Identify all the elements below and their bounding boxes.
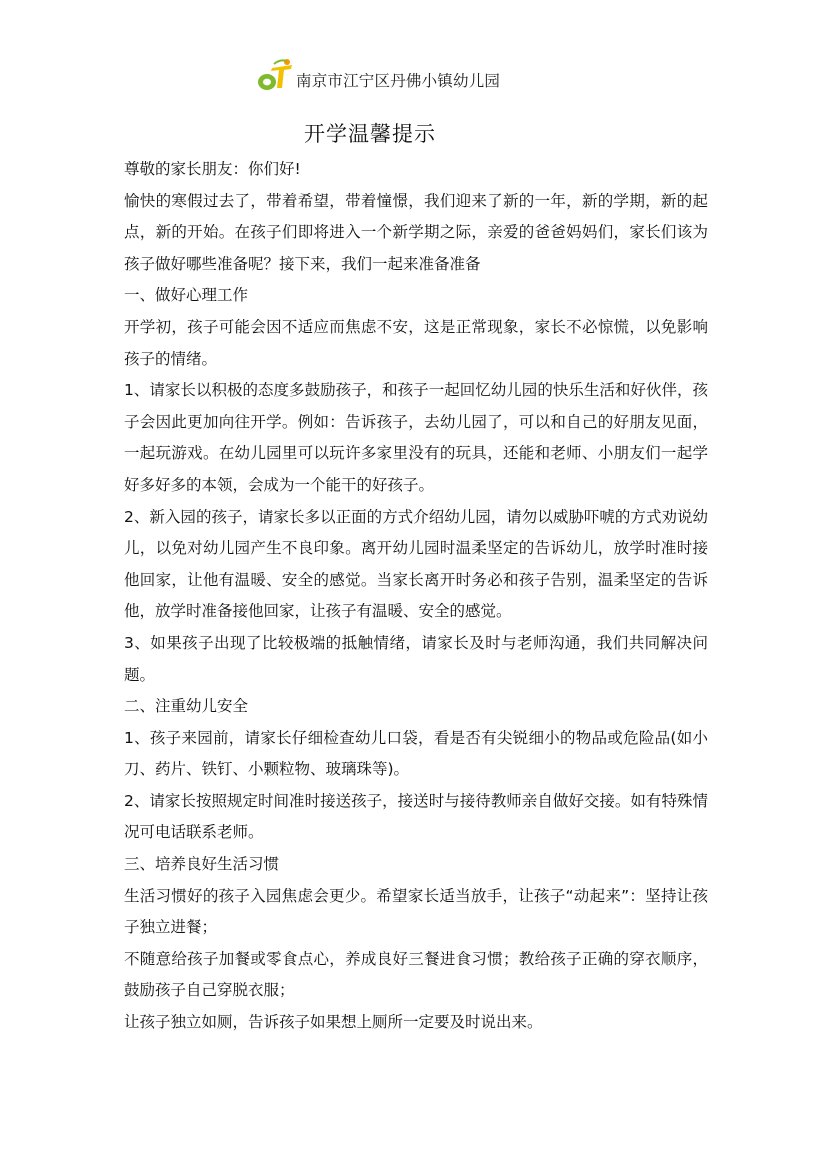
notice-body (124, 154, 708, 1039)
paragraph: 2、请家长按照规定时间准时接送孩子，接送时与接待教师亲自做好交接。如有特殊情况可电话联系老师。 (124, 791, 708, 842)
section-heading-habits: 三、培养良好生活习惯 (124, 855, 280, 874)
paragraph: 1、请家长以积极的态度多鼓励孩子，和孩子一起回忆幼儿园的快乐生活和好伙伴，孩子会因此更加向往开学。例如：告诉孩子，去幼儿园了，可以和自己的好朋友见面，一起玩游戏。在幼儿园里可以玩许多家里没有的玩具，还能和老师、小朋友们一起学好多好多的本领，会成为一个能干的好孩子。 (124, 381, 708, 494)
section-heading-safety: 二、注重幼儿安全 (124, 697, 249, 716)
paragraph: 不随意给孩子加餐或零食点心，养成良好三餐进食习惯；教给孩子正确的穿衣顺序，鼓励孩子自己穿脱衣服； (124, 949, 708, 1000)
paragraph: 让孩子独立如厕，告诉孩子如果想上厕所一定要及时说出来。 (124, 1013, 543, 1032)
letterhead (256, 56, 500, 96)
page-title: 开学温馨提示 (304, 122, 436, 146)
intro-paragraph: 愉快的寒假过去了，带着希望，带着憧憬，我们迎来了新的一年，新的学期，新的起点，新的开始。在孩子们即将进入一个新学期之际，亲爱的爸爸妈妈们，家长们该为孩子做好哪些准备呢？接下来，我们一起来准备准备 (124, 191, 708, 273)
paragraph: 3、如果孩子出现了比较极端的抵触情绪，请家长及时与老师沟通，我们共同解决问题。 (124, 633, 708, 684)
school-logo-icon (256, 58, 294, 94)
school-name: 南京市江宁区丹佛小镇幼儿园 (296, 72, 501, 90)
greeting: 尊敬的家长朋友：你们好! (124, 160, 301, 178)
paragraph: 1、孩子来园前，请家长仔细检查幼儿口袋，看是否有尖锐细小的物品或危险品(如小刀、药片、铁钉、小颗粒物、玻璃珠等)。 (124, 728, 708, 779)
paragraph: 生活习惯好的孩子入园焦虑会更少。希望家长适当放手，让孩子“动起来”：坚持让孩子独立进餐； (124, 886, 708, 937)
section-heading-psychology: 一、做好心理工作 (124, 286, 249, 305)
paragraph: 开学初，孩子可能会因不适应而焦虑不安，这是正常现象，家长不必惊慌，以免影响孩子的情绪。 (124, 317, 708, 368)
paragraph: 2、新入园的孩子，请家长多以正面的方式介绍幼儿园，请勿以威胁吓唬的方式劝说幼儿，以免对幼儿园产生不良印象。离开幼儿园时温柔坚定的告诉幼儿，放学时准时接他回家，让他有温暖、安全的感觉。当家长离开时务必和孩子告别，温柔坚定的告诉他，放学时准备接他回家，让孩子有温暖、安全的感觉。 (124, 507, 708, 621)
